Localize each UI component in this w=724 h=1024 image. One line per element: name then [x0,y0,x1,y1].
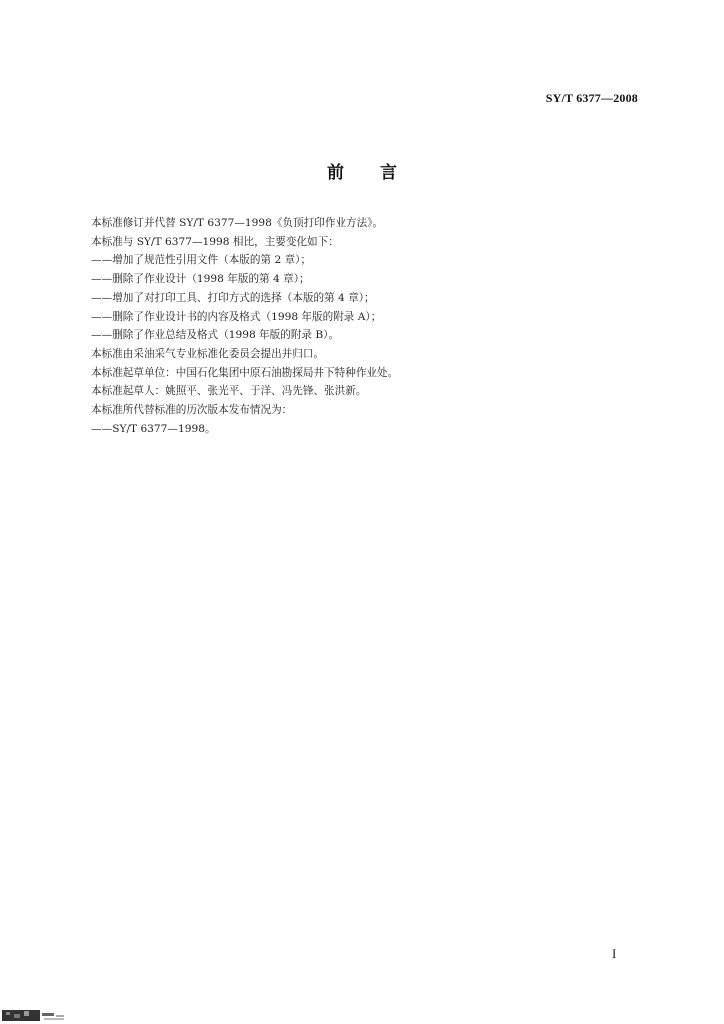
preface-body [91,214,651,438]
scan-watermark-mark [0,1004,100,1024]
change-list-item: ——删除了作业设计书的内容及格式（1998 年版的附录 A）； [91,310,382,323]
change-list-item: ——增加了对打印工具、打印方式的选择（本版的第 4 章）； [91,291,375,304]
title-part-1: 前 [327,163,344,183]
preface-paragraph: 本标准与 SY/T 6377—1998 相比，主要变化如下： [91,235,339,248]
page-title [0,158,724,183]
preface-paragraph: 本标准所代替标准的历次版本发布情况为： [91,404,293,417]
page-number: I [612,946,617,961]
standard-code: SY/T 6377—2008 [545,91,638,105]
title-part-2: 言 [380,163,397,183]
preface-paragraph: 本标准起草单位：中国石化集团中原石油勘探局井下特种作业处。 [91,366,399,379]
change-list-item: ——增加了规范性引用文件（本版的第 2 章）； [91,254,312,267]
preface-paragraph: 本标准修订并代替 SY/T 6377—1998《负顶打印作业方法》。 [91,217,384,229]
version-history-item: ——SY/T 6377—1998。 [91,422,216,435]
change-list-item: ——删除了作业设计（1998 年版的第 4 章）； [91,273,310,286]
preface-paragraph: 本标准由采油采气专业标准化委员会提出并归口。 [91,347,325,360]
preface-paragraph: 本标准起草人：姚照平、张光平、于洋、冯先锋、张洪新。 [91,385,367,398]
change-list-item: ——删除了作业总结及格式（1998 年版的附录 B）。 [91,329,340,342]
